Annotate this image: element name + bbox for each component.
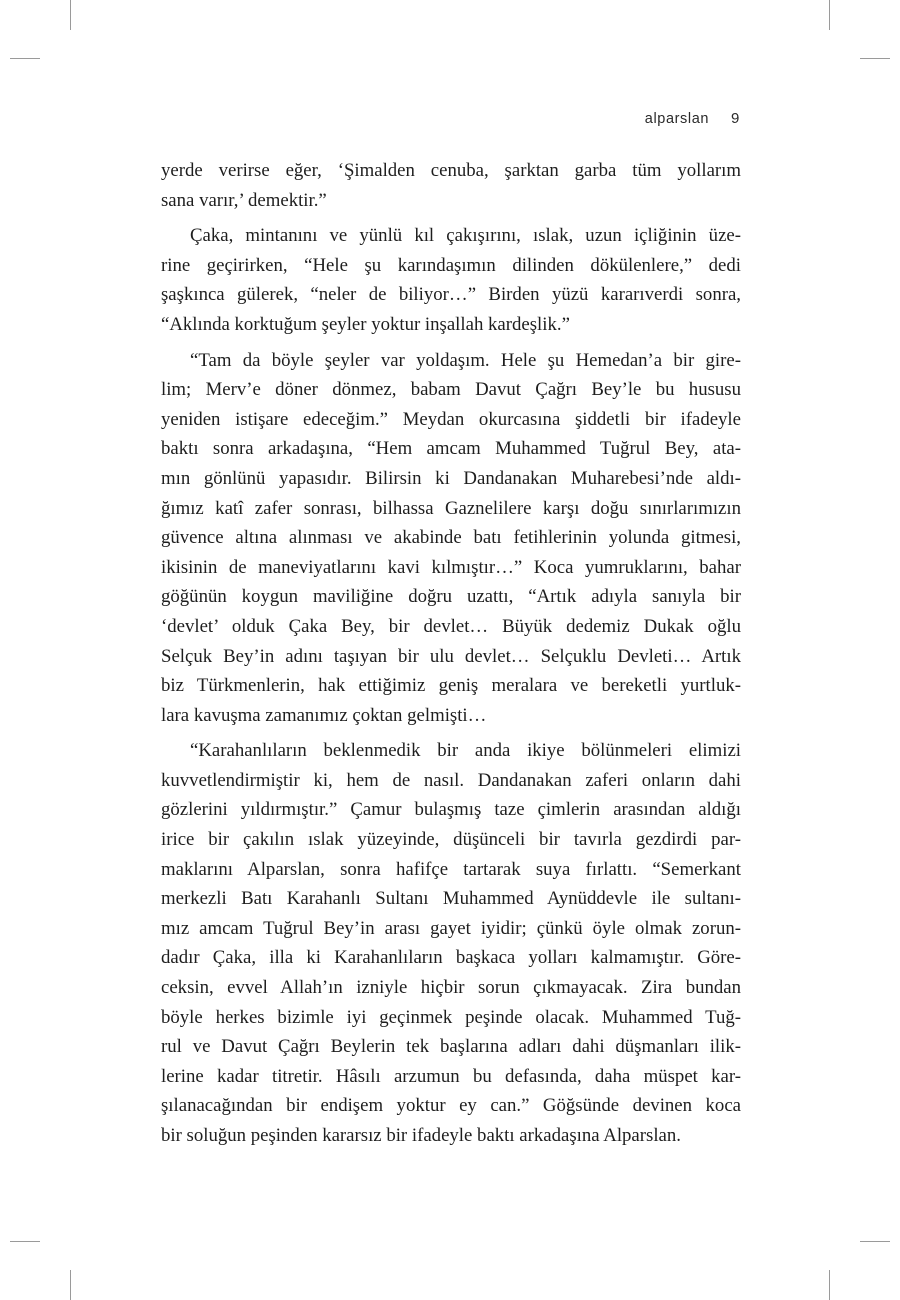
text-line: şaşkınca gülerek, “neler de biliyor…” Birden yüzü kararıverdi sonra, xyxy=(161,284,741,306)
crop-mark-right-upper xyxy=(860,58,890,59)
text-line: ğımız katî zafer sonrası, bilhassa Gaznelilere karşı doğu sınırlarımızın xyxy=(161,497,741,519)
text-line: biz Türkmenlerin, hak ettiğimiz geniş meralara ve bereketli yurtluk- xyxy=(161,675,741,697)
text-line: yeniden istişare edeceğim.” Meydan okurcasına şiddetli bir ifadeyle xyxy=(161,408,741,430)
text-line: dadır Çaka, illa ki Karahanlıların başkaca yolları kalmamıştır. Göre- xyxy=(161,947,741,969)
text-line: ikisinin de maneviyatlarını kavi kılmıştır…” Koca yumruklarını, bahar xyxy=(161,556,741,578)
running-head xyxy=(645,110,740,127)
paragraph xyxy=(161,346,741,731)
text-line: kuvvetlendirmiştir ki, hem de nasıl. Dandanakan zaferi onların dahi xyxy=(161,769,741,791)
text-line: güvence altına alınması ve akabinde batı fetihlerinin yolunda gitmesi, xyxy=(161,527,741,549)
text-line: bir soluğun peşinden kararsız bir ifadeyle baktı arkadaşına Alparslan. xyxy=(161,1125,681,1146)
crop-mark-left-upper xyxy=(10,58,40,59)
text-line: irice bir çakılın ıslak yüzeyinde, düşünceli bir tavırla gezdirdi par- xyxy=(161,829,741,851)
text-line: “Karahanlıların beklenmedik bir anda ikiye bölünmeleri elimizi xyxy=(190,740,741,762)
crop-mark-left-lower xyxy=(10,1241,40,1242)
text-line: yerde verirse eğer, ‘Şimalden cenuba, şarktan garba tüm yollarım xyxy=(161,160,741,181)
text-line: rul ve Davut Çağrı Beylerin tek başlarına adları dahi düşmanları ilik- xyxy=(161,1036,741,1058)
text-line: ‘devlet’ olduk Çaka Bey, bir devlet… Büyük dedemiz Dukak oğlu xyxy=(161,615,741,637)
paragraph xyxy=(161,156,741,215)
text-line: gözlerini yıldırmıştır.” Çamur bulaşmış taze çimlerin arasından aldığı xyxy=(161,799,741,821)
text-line: lim; Merv’e döner dönmez, babam Davut Çağrı Bey’le bu hususu xyxy=(161,379,741,401)
crop-mark-bottom-left xyxy=(70,1270,71,1300)
body-text xyxy=(161,156,741,1157)
text-line: maklarını Alparslan, sonra hafifçe tartarak suya fırlattı. “Semerkant xyxy=(161,858,741,880)
crop-mark-right-lower xyxy=(860,1241,890,1242)
text-line: sana varır,’ demektir.” xyxy=(161,189,327,211)
text-line: Çaka, mintanını ve yünlü kıl çakışırını, ıslak, uzun içliğinin üze- xyxy=(190,225,741,247)
text-line: baktı sonra arkadaşına, “Hem amcam Muhammed Tuğrul Bey, ata- xyxy=(161,438,741,460)
crop-mark-top-left xyxy=(70,0,71,30)
crop-mark-top-right xyxy=(829,0,830,30)
text-line: böyle herkes bizimle iyi geçinmek peşinde olacak. Muhammed Tuğ- xyxy=(161,1006,741,1028)
text-line: ceksin, evvel Allah’ın izniyle hiçbir sorun çıkmayacak. Zira bundan xyxy=(161,977,741,999)
paragraph xyxy=(161,736,741,1150)
text-line: lara kavuşma zamanımız çoktan gelmişti… xyxy=(161,704,487,726)
text-line: Selçuk Bey’in adını taşıyan bir ulu devlet… Selçuklu Devleti… Artık xyxy=(161,645,741,667)
running-title: alparslan xyxy=(644,111,710,127)
page-number: 9 xyxy=(731,110,740,127)
paragraph xyxy=(161,221,741,339)
text-line: merkezli Batı Karahanlı Sultanı Muhammed Aynüddevle ile sultanı- xyxy=(161,888,741,910)
text-line: lerine kadar titretir. Hâsılı arzumun bu defasında, daha müspet kar- xyxy=(161,1065,741,1087)
crop-mark-bottom-right xyxy=(829,1270,830,1300)
text-line: rine geçirirken, “Hele şu karındaşımın dilinden dökülenlere,” dedi xyxy=(161,254,741,276)
text-line: “Aklında korktuğum şeyler yoktur inşallah kardeşlik.” xyxy=(161,313,570,335)
text-line: mız amcam Tuğrul Bey’in arası gayet iyidir; çünkü öyle olmak zorun- xyxy=(161,917,741,939)
text-line: mın gönlünü yapasıdır. Bilirsin ki Dandanakan Muharebesi’nde aldı- xyxy=(161,467,741,489)
text-line: “Tam da böyle şeyler var yoldaşım. Hele şu Hemedan’a bir gire- xyxy=(190,349,741,371)
text-line: şılanacağından bir endişem yoktur ey can.” Göğsünde devinen koca xyxy=(161,1095,741,1117)
text-line: göğünün koygun maviliğine doğru uzattı, “Artık adıyla sanıyla bir xyxy=(161,586,741,608)
